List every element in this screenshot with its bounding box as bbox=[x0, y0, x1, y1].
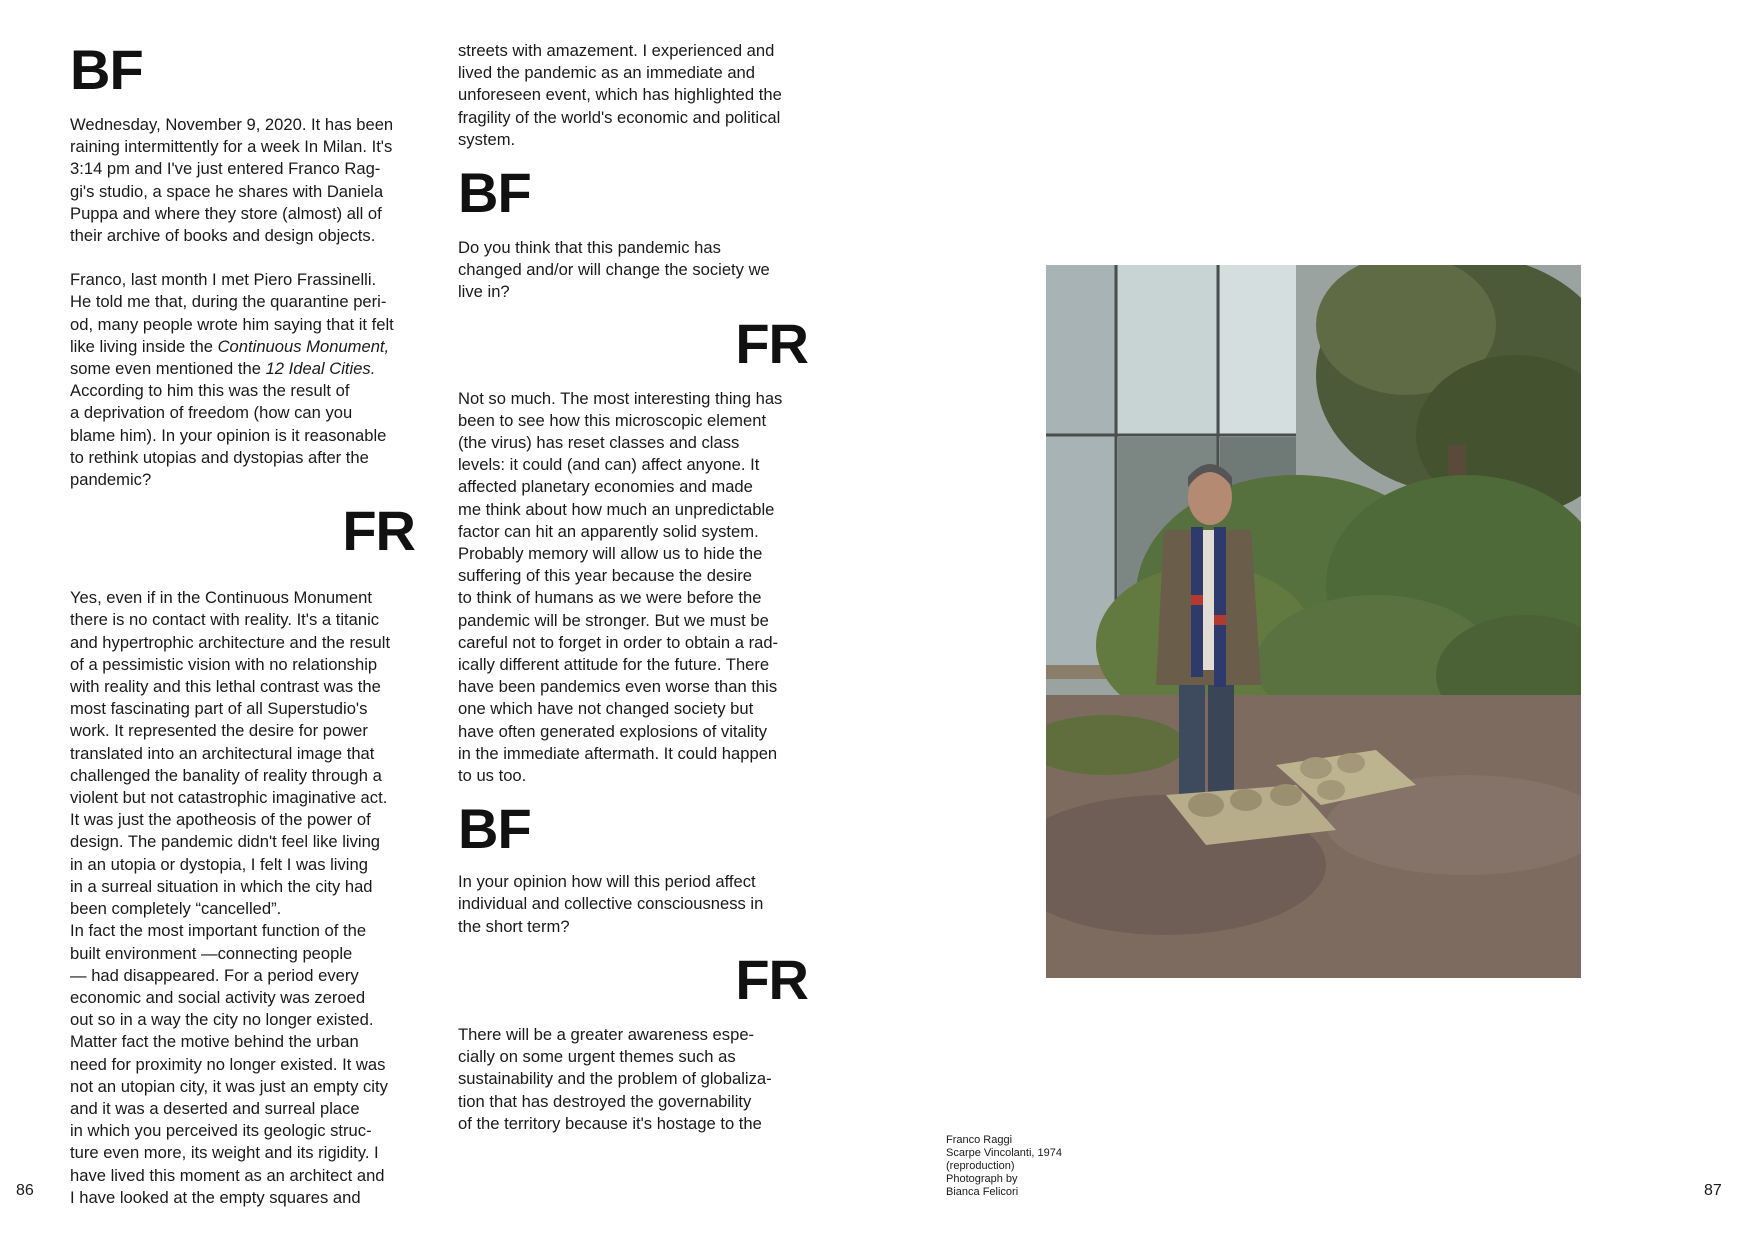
speaker-label: FR bbox=[735, 311, 808, 375]
paragraph: streets with amazement. I experienced and lived the pandemic as an immediate and unforeseen event, which has highlighted the fragility of the world's economic and political system. bbox=[458, 41, 782, 149]
page-number-right: 87 bbox=[1704, 1182, 1722, 1199]
photo-caption: Franco Raggi Scarpe Vincolanti, 1974 (reproduction) Photograph by Bianca Felicori bbox=[946, 1134, 1062, 1198]
text-run: some even mentioned the bbox=[70, 359, 261, 379]
speaker-label: BF bbox=[458, 797, 531, 861]
paragraph: In your opinion how will this period affect individual and collective consciousness in the short term? bbox=[458, 872, 764, 936]
speaker-label: BF bbox=[70, 38, 143, 101]
paragraph: There will be a greater awareness espe- cially on some urgent themes such as sustainability and the problem of globaliza- tion that has destroyed the governability of the territory because it's hostage to the bbox=[458, 1024, 772, 1133]
paragraph: Wednesday, November 9, 2020. It has been raining intermittently for a week In Milan. It's 3:14 pm and I've just entered Franco Rag- gi's studio, a space he shares with Daniela Puppa and where they store (almost) all of their archive of books and design objects. bbox=[70, 115, 394, 246]
text-run: Franco, last month I met Piero Frassinelli. He told me that, during the quarantine peri- od, many people wrote him saying that it felt like living inside the bbox=[70, 270, 394, 356]
italic-title: 12 Ideal Cities. bbox=[265, 359, 376, 379]
speaker-label: BF bbox=[458, 161, 531, 225]
left-text-column bbox=[70, 40, 415, 1209]
speaker-label: FR bbox=[342, 499, 415, 563]
paragraph bbox=[70, 269, 415, 491]
paragraph: Not so much. The most interesting thing has been to see how this microscopic element (the virus) has reset classes and class levels: it could (and can) affect anyone. It affected planetary economies and made me think about how much an unpredictable factor can hit an apparently solid system. Probably memory will allow us to hide the suffering of this year because the desire to think of humans as we were before the pandemic will be stronger. But we must be careful not to forget in order to obtain a rad- ically different attitude for the future. There have been pandemics even worse than this one which have not changed society but have often generated explosions of vitality in the immediate aftermath. It could happen to us too. bbox=[458, 388, 783, 786]
text-run: According to him this was the result of a deprivation of freedom (how can you blame him). In your opinion is it reasonable to rethink utopias and dystopias after the pandemic? bbox=[70, 381, 387, 490]
paragraph: Yes, even if in the Continuous Monument there is no contact with reality. It's a titanic and hypertrophic architecture and the result of a pessimistic vision with no relationship with reality and this lethal contrast was the most fascinating part of all Superstudio's work. It represented the desire for power translated into an architectural image that challenged the banality of reality through a violent but not catastrophic imaginative act. It was just the apotheosis of the power of design. The pandemic didn't feel like living in an utopia or dystopia, I felt I was living in a surreal situation in which the city had been completely “cancelled”. In fact the most important function of the built environment —connecting people — had disappeared. For a period every economic and social activity was zeroed out so in a way the city no longer existed. Matter fact the motive behind the urban need for proximity no longer existed. It was not an utopian city, it was just an empty city and it was a deserted and surreal place in which you perceived its geologic struc- ture even more, its weight and its rigidity. I have lived this moment as an architect and I have looked at the empty squares and bbox=[70, 588, 391, 1207]
page-number-left: 86 bbox=[16, 1182, 34, 1199]
right-text-column bbox=[458, 40, 808, 1135]
photograph bbox=[1046, 265, 1581, 978]
italic-title: Continuous Monument, bbox=[217, 336, 390, 356]
speaker-label: FR bbox=[735, 947, 808, 1011]
paragraph: Do you think that this pandemic has changed and/or will change the society we live in? bbox=[458, 238, 770, 302]
